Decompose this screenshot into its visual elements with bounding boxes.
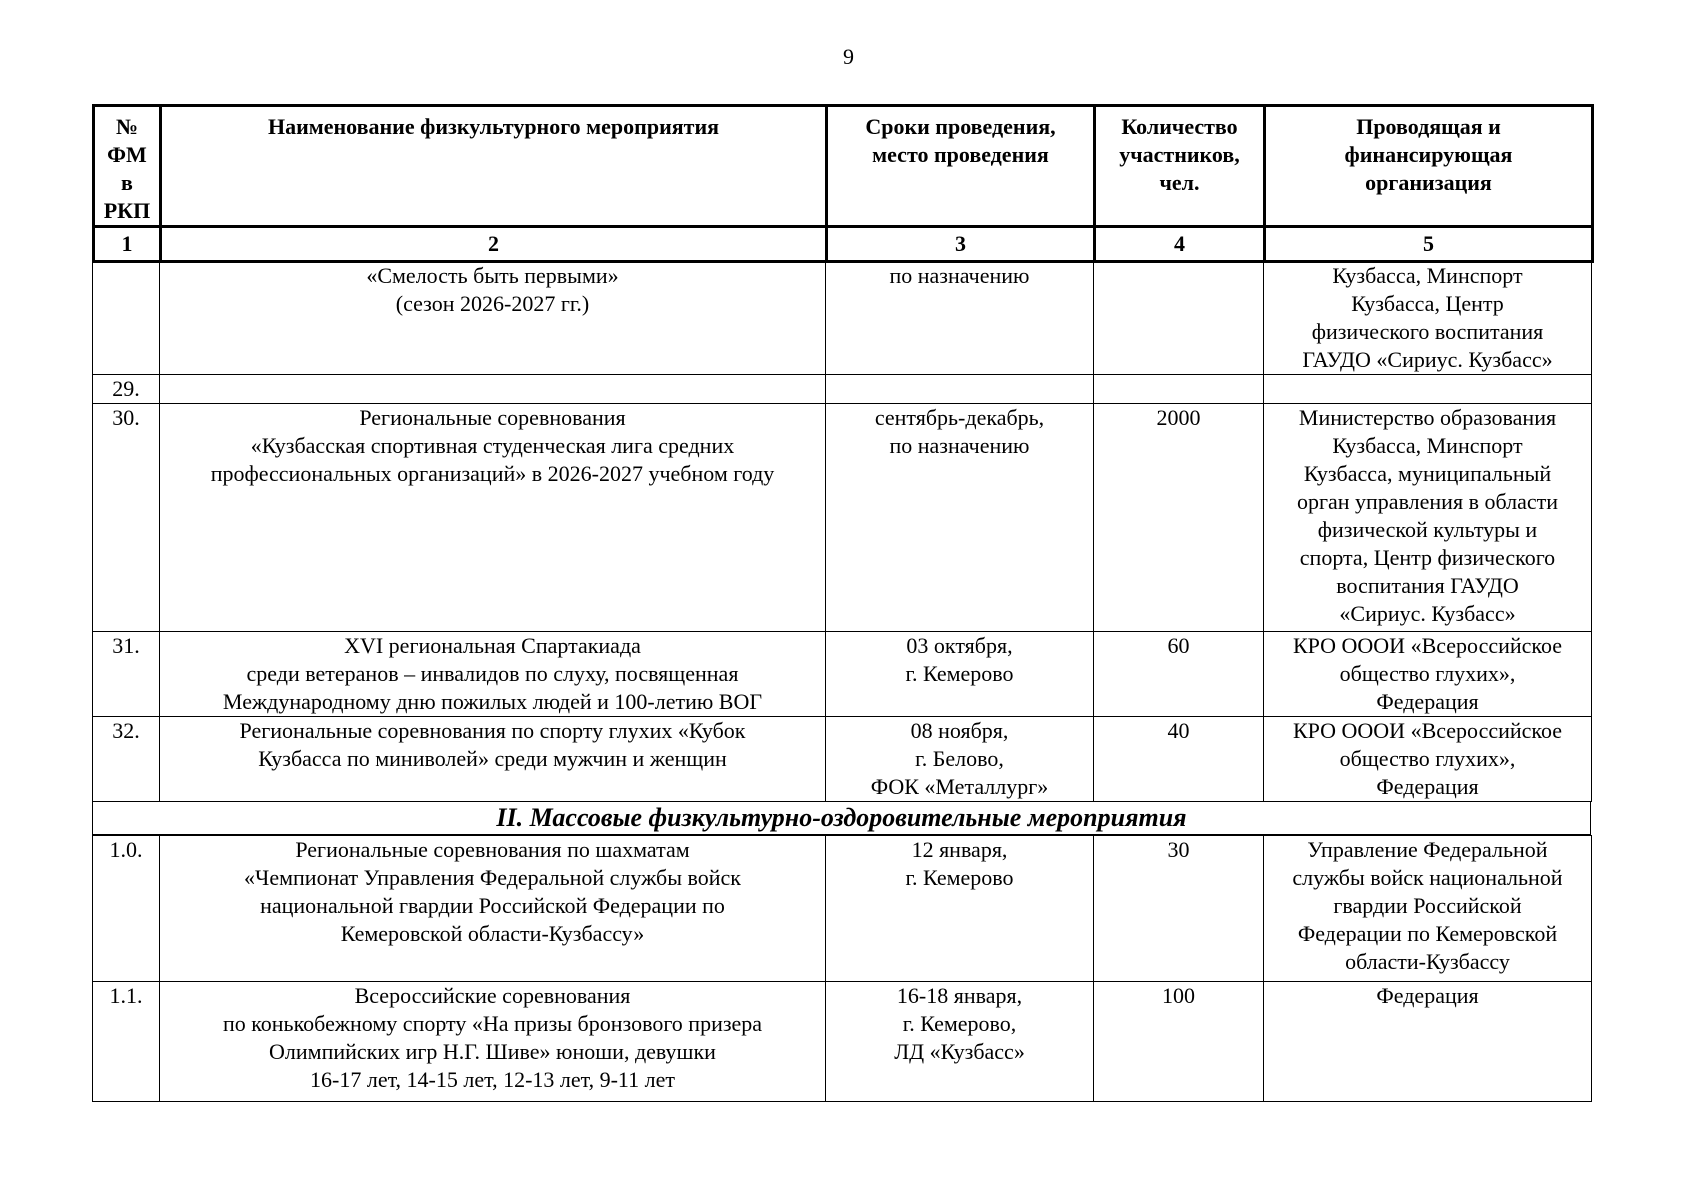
table-row <box>93 717 1592 802</box>
column-number: 5 <box>1265 227 1593 262</box>
event-name: «Смелость быть первыми» (сезон 2026-2027 гг.) <box>160 262 826 375</box>
header-dates-place: Сроки проведения, место проведения <box>827 106 1095 227</box>
event-name: Региональные соревнования «Кузбасская спортивная студенческая лига средних профессиональных организаций» в 2026-2027 учебном году <box>160 404 826 632</box>
table-row <box>93 982 1592 1102</box>
header-number: № ФМ в РКП <box>94 106 161 227</box>
event-count: 40 <box>1094 717 1264 802</box>
row-number: 31. <box>93 632 160 717</box>
event-name: Всероссийские соревнования по конькобежному спорту «На призы бронзового призера Олимпийских игр Н.Г. Шиве» юноши, девушки 16-17 лет, 14-15 лет, 12-13 лет, 9-11 лет <box>160 982 826 1102</box>
row-number <box>93 262 160 375</box>
header-participants: Количество участников, чел. <box>1095 106 1265 227</box>
event-count: 2000 <box>1094 404 1264 632</box>
event-name: Региональные соревнования по спорту глухих «Кубок Кузбасса по миниволей» среди мужчин и женщин <box>160 717 826 802</box>
header-organization: Проводящая и финансирующая организация <box>1265 106 1593 227</box>
event-count: 30 <box>1094 836 1264 982</box>
event-dates: по назначению <box>826 262 1094 375</box>
table-row <box>93 375 1592 404</box>
row-number: 1.1. <box>93 982 160 1102</box>
event-organization: Министерство образования Кузбасса, Минспорт Кузбасса, муниципальный орган управления в области физической культуры и спорта, Центр физического воспитания ГАУДО «Сириус. Кузбасс» <box>1264 404 1592 632</box>
page-number: 9 <box>843 44 854 69</box>
event-name: Региональные соревнования по шахматам «Чемпионат Управления Федеральной службы войск национальной гвардии Российской Федерации по Кемеровской области-Кузбассу» <box>160 836 826 982</box>
row-number: 1.0. <box>93 836 160 982</box>
event-organization: Кузбасса, Минспорт Кузбасса, Центр физического воспитания ГАУДО «Сириус. Кузбасс» <box>1264 262 1592 375</box>
event-organization: КРО ОООИ «Всероссийское общество глухих», Федерация <box>1264 717 1592 802</box>
column-number: 1 <box>94 227 161 262</box>
table-row <box>93 632 1592 717</box>
event-name: XVI региональная Спартакиада среди ветеранов – инвалидов по слуху, посвященная Международному дню пожилых людей и 100-летию ВОГ <box>160 632 826 717</box>
column-number: 4 <box>1095 227 1265 262</box>
event-count <box>1094 262 1264 375</box>
event-dates: 16-18 января, г. Кемерово, ЛД «Кузбасс» <box>826 982 1094 1102</box>
table-header <box>92 104 1594 263</box>
row-number: 32. <box>93 717 160 802</box>
table-row <box>93 836 1592 982</box>
event-count: 60 <box>1094 632 1264 717</box>
event-count: 100 <box>1094 982 1264 1102</box>
column-number: 2 <box>161 227 827 262</box>
row-number: 29. <box>93 375 160 404</box>
row-number: 30. <box>93 404 160 632</box>
section-title: II. Массовые физкультурно-оздоровительные мероприятия <box>92 802 1591 835</box>
event-count <box>1094 375 1264 404</box>
header-event-name: Наименование физкультурного мероприятия <box>161 106 827 227</box>
section2-table <box>92 835 1592 1102</box>
event-dates: 08 ноября, г. Белово, ФОК «Металлург» <box>826 717 1094 802</box>
column-number: 3 <box>827 227 1095 262</box>
event-organization: Федерация <box>1264 982 1592 1102</box>
table-row <box>93 404 1592 632</box>
event-name <box>160 375 826 404</box>
event-dates: сентябрь-декабрь, по назначению <box>826 404 1094 632</box>
table-row <box>93 262 1592 375</box>
event-dates: 03 октября, г. Кемерово <box>826 632 1094 717</box>
event-organization: Управление Федеральной службы войск национальной гвардии Российской Федерации по Кемеровской области-Кузбассу <box>1264 836 1592 982</box>
event-organization: КРО ОООИ «Всероссийское общество глухих», Федерация <box>1264 632 1592 717</box>
events-table <box>92 104 1591 1102</box>
event-organization <box>1264 375 1592 404</box>
event-dates: 12 января, г. Кемерово <box>826 836 1094 982</box>
event-dates <box>826 375 1094 404</box>
section1-table <box>92 262 1592 802</box>
